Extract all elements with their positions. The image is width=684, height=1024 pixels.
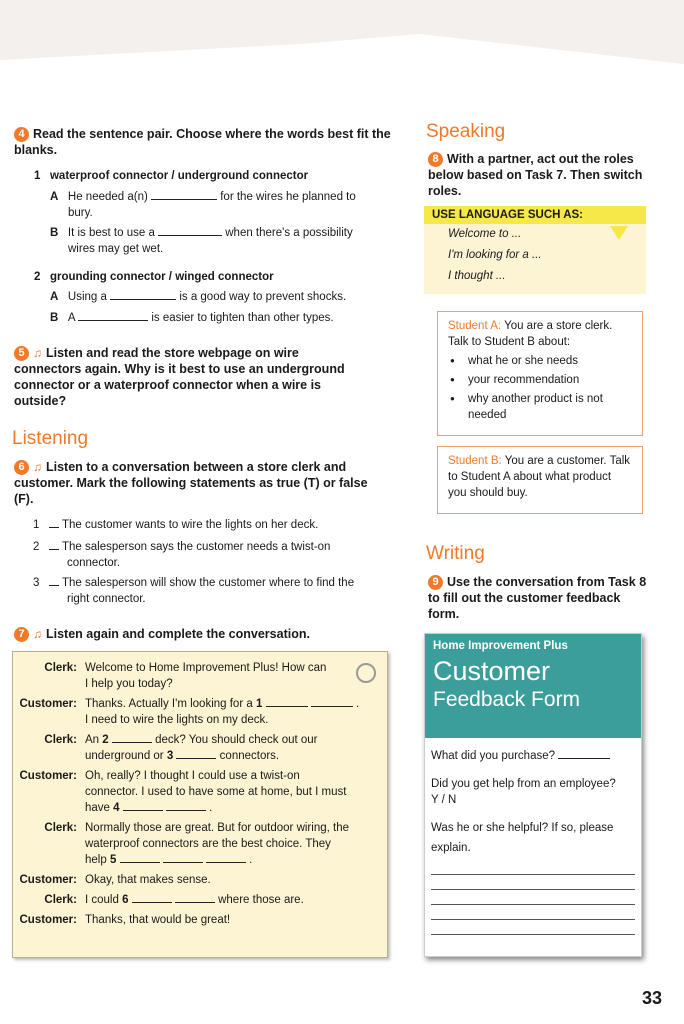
phrase-3: I thought ... xyxy=(448,270,506,282)
statement-3: 3 The salesperson will show the customer where to find the xyxy=(33,577,355,589)
statement-1: 1 The customer wants to wire the lights on her deck. xyxy=(33,519,319,531)
conv-line-2b: I need to wire the lights on my deck. xyxy=(85,714,269,726)
statement-3-cont: right connector. xyxy=(67,593,146,605)
audio-icon[interactable]: ♫ xyxy=(33,460,42,474)
form-question-3: Was he or she helpful? If so, please xyxy=(431,822,614,834)
task6-instruction: 6 ♫ Listen to a conversation between a store clerk and customer. Mark the following statements as true (T) or false (F). xyxy=(14,460,368,507)
answer-line-4[interactable] xyxy=(431,905,635,920)
task4-instruction: 4 Read the sentence pair. Choose where the words best fit the blanks. xyxy=(14,127,391,158)
task-number-badge: 4 xyxy=(14,127,29,142)
listening-heading: Listening xyxy=(12,428,89,449)
audio-icon[interactable]: ♫ xyxy=(33,627,42,641)
audio-icon[interactable]: ♫ xyxy=(33,346,42,360)
banner-graphic xyxy=(0,0,684,78)
form-question-3-cont: explain. xyxy=(431,842,471,854)
form-title-2: Feedback Form xyxy=(433,688,581,711)
answer-line-2[interactable] xyxy=(431,875,635,890)
task9-instruction: 9 Use the conversation from Task 8 to fill out the customer feedback form. xyxy=(428,575,647,622)
student-a-box: Student A: You are a store clerk. Talk to Student B about: ● what he or she needs ● your recommendation ● why another product is not needed xyxy=(437,311,643,436)
form-question-1: What did you purchase? xyxy=(431,748,635,764)
form-title-1: Customer xyxy=(433,656,551,686)
page-number: 33 xyxy=(642,988,663,1008)
conversation-box: Clerk: Welcome to Home Improvement Plus! How can I help you today? Customer: Thanks. Actually I'm looking for a 1 . I need to wire the lights on my deck. Clerk: An 2 deck? You should check out our underground or 3 connectors. Customer: Oh, really? I thought I could use a twist-on connector. I used to have some at home, but I must have 4 . Clerk: Normally those are great. But for outdoor wiring, the waterproof connectors are the best choice. They help 5 . Customer: Okay, that makes sense. Clerk: I could 6 where those are. Customer: Thanks, that would be great! xyxy=(12,651,388,958)
answer-line-3[interactable] xyxy=(431,890,635,905)
task5-instruction: 5 ♫ Listen and read the store webpage on wire connectors again. Why is it best to use an underground connector or a waterproof connector when a wire is outside? xyxy=(14,346,345,409)
speaking-heading: Speaking xyxy=(426,121,506,142)
task-number-badge: 8 xyxy=(428,152,443,167)
conv-line-5c: help 5 . xyxy=(85,854,253,866)
student-a-bullet-2: ● your recommendation xyxy=(448,372,632,388)
student-a-bullet-3: ● why another product is not needed xyxy=(448,391,632,423)
phrase-1: Welcome to ... xyxy=(448,228,522,240)
conv-line-4c: have 4 . xyxy=(85,802,213,814)
question-1a: A He needed a(n) for the wires he planned to xyxy=(50,191,356,203)
question-1b: B It is best to use a when there's a possibility xyxy=(50,227,353,239)
student-a-bullet-1: ● what he or she needs xyxy=(448,353,632,369)
question-2-heading: 2 grounding connector / winged connector xyxy=(34,271,274,283)
customer-feedback-form xyxy=(424,633,642,957)
statement-2-cont: connector. xyxy=(67,557,121,569)
answer-line-5[interactable] xyxy=(431,920,635,935)
form-question-2: Did you get help from an employee? xyxy=(431,778,616,790)
use-language-heading: USE LANGUAGE SUCH AS: xyxy=(424,206,646,224)
question-1a-cont: bury. xyxy=(68,207,93,219)
purchase-field[interactable] xyxy=(558,748,610,759)
task7-instruction: 7 ♫ Listen again and complete the conversation. xyxy=(14,626,310,642)
form-brand: Home Improvement Plus xyxy=(433,640,568,652)
task-number-badge: 7 xyxy=(14,627,29,642)
task-number-badge: 5 xyxy=(14,346,29,361)
question-2a: A Using a is a good way to prevent shocks. xyxy=(50,291,347,303)
question-2b: B A is easier to tighten than other types. xyxy=(50,312,334,324)
phrase-2: I'm looking for a ... xyxy=(448,249,542,261)
use-language-box xyxy=(424,206,646,294)
yes-no-option[interactable]: Y / N xyxy=(431,794,457,806)
answer-line-1[interactable] xyxy=(431,860,635,875)
conv-line-5b: waterproof connectors are the best choice. They xyxy=(85,838,331,850)
writing-heading: Writing xyxy=(426,543,485,564)
student-b-box: Student B: You are a customer. Talk to Student A about what product you should buy. xyxy=(437,446,643,514)
task-number-badge: 9 xyxy=(428,575,443,590)
top-banner xyxy=(0,0,684,78)
conv-line-4b: connector. I used to have some at home, but I must xyxy=(85,786,347,798)
question-1-heading: 1 waterproof connector / underground connector xyxy=(34,170,309,182)
form-header xyxy=(425,634,641,738)
question-1b-cont: wires may get wet. xyxy=(68,243,164,255)
conv-line-1b: I help you today? xyxy=(85,678,173,690)
conv-line-3b: underground or 3 connectors. xyxy=(85,750,280,762)
task8-instruction: 8 With a partner, act out the roles below based on Task 7. Then switch roles. xyxy=(428,152,643,199)
speech-pointer-icon xyxy=(610,226,628,242)
task-number-badge: 6 xyxy=(14,460,29,475)
statement-2: 2 The salesperson says the customer needs a twist-on xyxy=(33,541,331,553)
